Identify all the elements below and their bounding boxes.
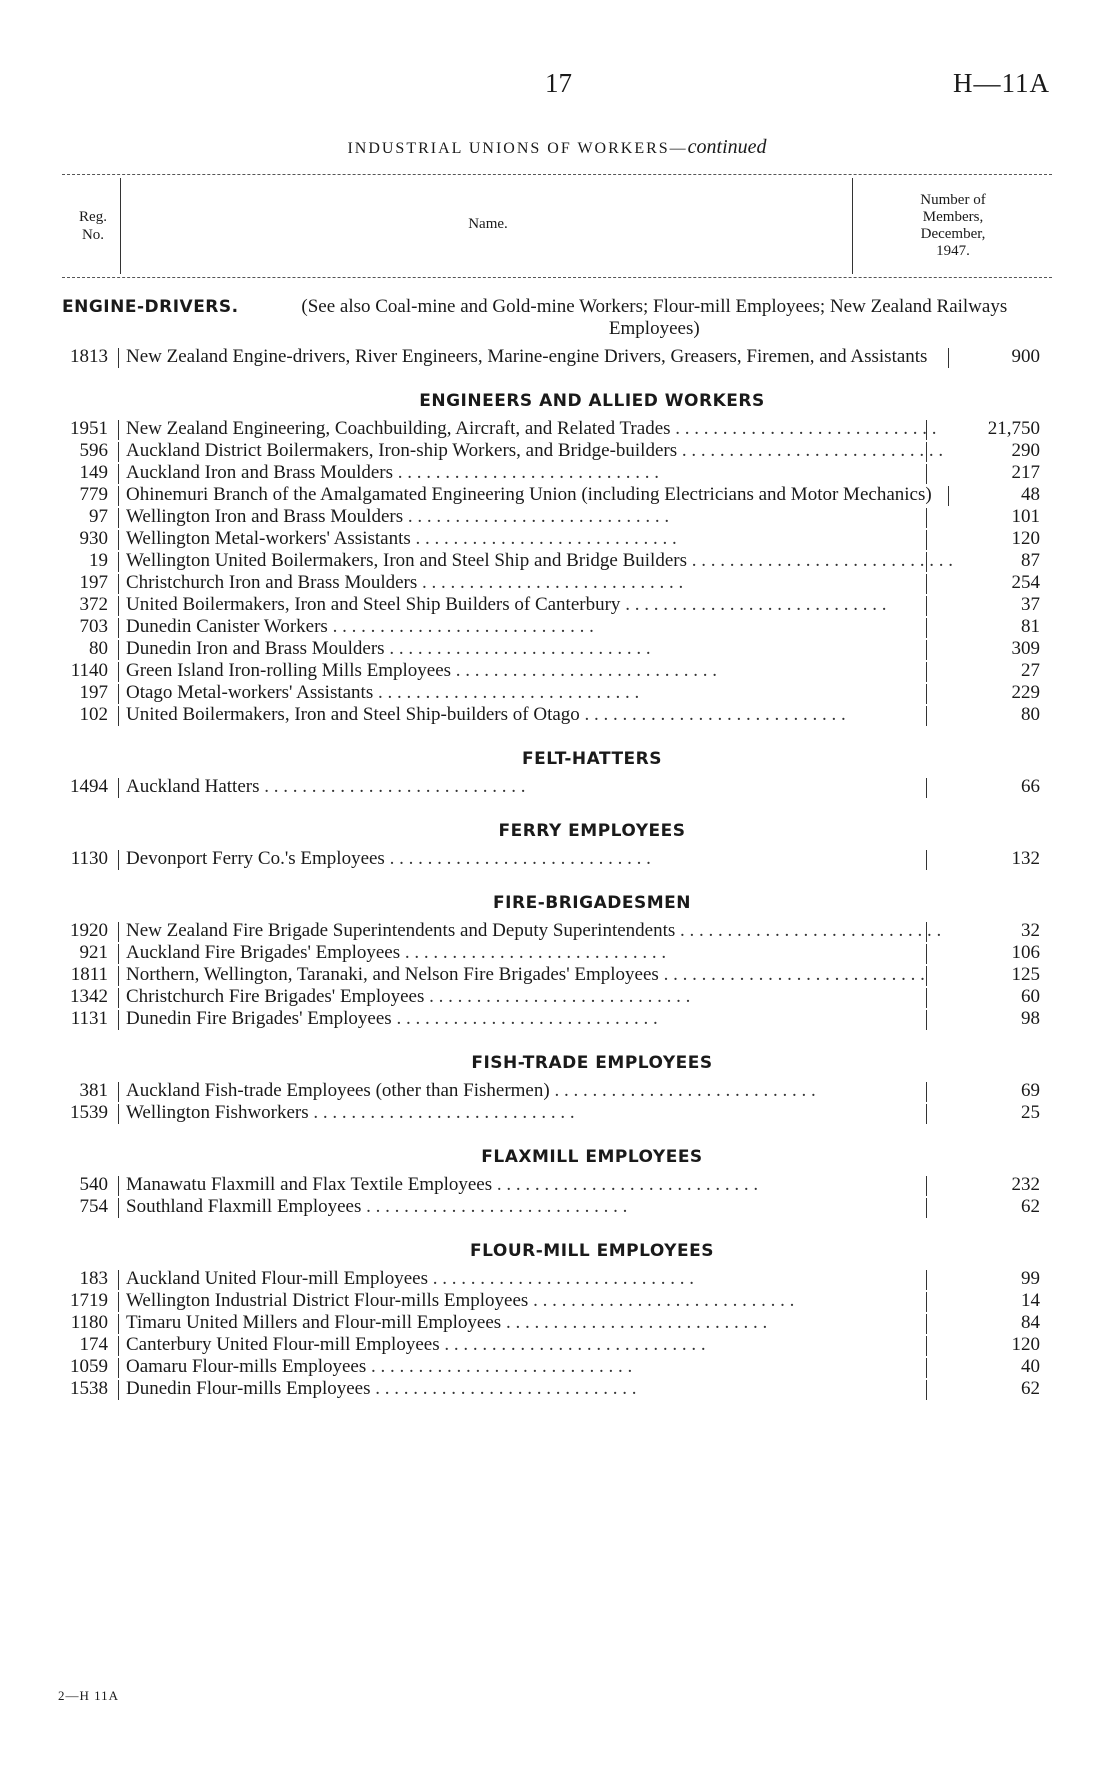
table-row [62, 440, 1052, 462]
section-title: FIRE-BRIGADESMEN [493, 893, 691, 913]
union-name-text: New Zealand Engineering, Coachbuilding, Aircraft, and Related Trades [126, 418, 671, 439]
dot-leader: . . . . . . . . . . . . . . . . . . . . . . . . . . . . [417, 572, 684, 593]
dot-leader: . . . . . . . . . . . . . . . . . . . . . . . . . . . . [670, 418, 937, 439]
member-count: 290 [1011, 440, 1040, 461]
column-rule [920, 550, 934, 572]
union-name-text: Auckland Iron and Brass Moulders [126, 462, 394, 483]
union-name [126, 660, 920, 682]
reg-number: 1342 [70, 986, 108, 1007]
column-rule [920, 942, 934, 964]
union-name [126, 964, 925, 986]
column-rule [920, 616, 934, 638]
table-row [62, 638, 1052, 660]
member-count: 254 [1011, 572, 1040, 593]
reg-number: 80 [89, 638, 108, 659]
table-row [62, 986, 1052, 1008]
reg-number: 183 [79, 1268, 108, 1289]
column-rule [920, 594, 934, 616]
column-rule [942, 346, 956, 368]
reg-number: 372 [79, 594, 108, 615]
table-row [62, 1102, 1052, 1124]
reg-header-line: Reg. [79, 209, 107, 225]
union-name [126, 1378, 920, 1400]
dot-leader: . . . . . . . . . . . . . . . . . . . . . . . . . . . . [528, 1290, 795, 1311]
table-row [62, 1334, 1052, 1356]
union-name [126, 682, 920, 704]
union-name-text: Northern, Wellington, Taranaki, and Nelson Fire Brigades' Employees [126, 964, 659, 985]
reg-number: 19 [89, 550, 108, 571]
union-name-text: Wellington Fishworkers [126, 1102, 309, 1123]
union-name-text: Ohinemuri Branch of the Amalgamated Engineering Union (including Electricians and Motor Mechanics) [126, 484, 932, 505]
union-name-text: Manawatu Flaxmill and Flax Textile Employees [126, 1174, 493, 1195]
dot-leader: . . . . . . . . . . . . . . . . . . . . . . . . . . . . [686, 550, 953, 571]
reg-number: 197 [79, 572, 108, 593]
column-rule [108, 462, 126, 484]
reg-number: 149 [79, 462, 108, 483]
union-name-text: Otago Metal-workers' Assistants [126, 682, 374, 703]
running-title [0, 136, 1114, 159]
dot-leader: . . . . . . . . . . . . . . . . . . . . . . . . . . . . [439, 1334, 706, 1355]
union-name [126, 462, 920, 484]
table-row [62, 1008, 1052, 1030]
union-name [126, 1102, 920, 1124]
column-rule [920, 1102, 934, 1124]
column-rule [920, 776, 934, 798]
table-row [62, 572, 1052, 594]
column-rule [108, 440, 126, 462]
union-name-text: Auckland District Boilermakers, Iron-ship Workers, and Bridge-builders [126, 440, 678, 461]
union-name [126, 776, 920, 798]
union-name [126, 1356, 920, 1378]
reg-number: 540 [79, 1174, 108, 1195]
dot-leader: . . . . . . . . . . . . . . . . . . . . . . . . . . . . [549, 1080, 816, 1101]
section-6 [62, 1146, 1052, 1218]
table-row [62, 682, 1052, 704]
reg-number: 197 [79, 682, 108, 703]
member-count: 309 [1011, 638, 1040, 659]
header-rule-bottom [62, 277, 1052, 278]
table-row [62, 1378, 1052, 1400]
union-name-text: Auckland United Flour-mill Employees [126, 1268, 428, 1289]
reg-number: 1180 [70, 1312, 108, 1333]
reg-number: 1811 [70, 964, 108, 985]
table-row [62, 506, 1052, 528]
union-name-text: Dunedin Flour-mills Employees [126, 1378, 371, 1399]
union-name-text: Timaru United Millers and Flour-mill Employees [126, 1312, 502, 1333]
column-rule [108, 848, 126, 870]
member-count: 125 [1011, 964, 1040, 985]
union-name-text: Christchurch Fire Brigades' Employees [126, 986, 425, 1007]
column-rule [108, 1174, 126, 1196]
union-name-text: Wellington Metal-workers' Assistants [126, 528, 411, 549]
column-rule [108, 528, 126, 550]
column-rule [108, 1356, 126, 1378]
reg-number: 1538 [70, 1378, 108, 1399]
reg-number: 754 [79, 1196, 108, 1217]
section-title: FLAXMILL EMPLOYEES [481, 1147, 703, 1167]
member-count: 21,750 [987, 418, 1040, 439]
union-sections [62, 296, 1052, 1422]
column-rule [920, 418, 934, 440]
column-header-reg [62, 208, 124, 244]
column-rule [920, 638, 934, 660]
table-row [62, 776, 1052, 798]
table-row [62, 964, 1052, 986]
dot-leader: . . . . . . . . . . . . . . . . . . . . . . . . . . . . [373, 682, 640, 703]
union-name-text: Devonport Ferry Co.'s Employees [126, 848, 385, 869]
section-4 [62, 892, 1052, 1030]
dot-leader: . . . . . . . . . . . . . . . . . . . . . . . . . . . . [424, 986, 691, 1007]
column-rule [942, 484, 956, 506]
union-name [126, 1196, 920, 1218]
section-heading: ENGINE-DRIVERS. [62, 297, 239, 317]
column-rule [108, 964, 126, 986]
member-count: 84 [1021, 1312, 1040, 1333]
dot-leader: . . . . . . . . . . . . . . . . . . . . . . . . . . . . [327, 616, 594, 637]
column-rule [108, 1312, 126, 1334]
section-title: FISH-TRADE EMPLOYEES [471, 1053, 713, 1073]
column-rule [920, 506, 934, 528]
union-name-text: United Boilermakers, Iron and Steel Ship-builders of Otago [126, 704, 580, 725]
union-name-text: Dunedin Canister Workers [126, 616, 328, 637]
column-header-name: Name. [468, 216, 508, 232]
table-row [62, 1290, 1052, 1312]
reg-number: 1494 [70, 776, 108, 797]
union-name-text: Wellington United Boilermakers, Iron and Steel Ship and Bridge Builders [126, 550, 687, 571]
union-name-text: Wellington Industrial District Flour-mills Employees [126, 1290, 529, 1311]
union-name-text: United Boilermakers, Iron and Steel Ship Builders of Canterbury [126, 594, 621, 615]
column-rule [108, 704, 126, 726]
column-rule [920, 682, 934, 704]
member-count: 60 [1021, 986, 1040, 1007]
union-name-text: New Zealand Fire Brigade Superintendents and Deputy Superintendents [126, 920, 676, 941]
reg-number: 1539 [70, 1102, 108, 1123]
dot-leader: . . . . . . . . . . . . . . . . . . . . . . . . . . . . [492, 1174, 759, 1195]
members-header-line: 1947. [936, 243, 970, 259]
member-count: 80 [1021, 704, 1040, 725]
table-row [62, 920, 1052, 942]
reg-number: 1951 [70, 418, 108, 439]
union-name [126, 942, 920, 964]
members-header-line: Number of [920, 192, 986, 208]
page-header [0, 68, 1114, 102]
table-row [62, 942, 1052, 964]
member-count: 99 [1021, 1268, 1040, 1289]
column-rule [920, 848, 934, 870]
member-count: 37 [1021, 594, 1040, 615]
table-row [62, 616, 1052, 638]
member-count: 98 [1021, 1008, 1040, 1029]
member-count: 25 [1021, 1102, 1040, 1123]
union-name-text: Auckland Fire Brigades' Employees [126, 942, 401, 963]
dot-leader: . . . . . . . . . . . . . . . . . . . . . . . . . . . . [384, 638, 651, 659]
union-name [126, 550, 953, 572]
column-rule [920, 1334, 934, 1356]
member-count: 81 [1021, 616, 1040, 637]
member-count: 232 [1011, 1174, 1040, 1195]
reg-number: 102 [79, 704, 108, 725]
dot-leader: . . . . . . . . . . . . . . . . . . . . . . . . . . . . [620, 594, 887, 615]
member-count: 217 [1011, 462, 1040, 483]
running-title-continued: continued [687, 136, 767, 158]
dot-leader: . . . . . . . . . . . . . . . . . . . . . . . . . . . . [677, 440, 944, 461]
union-name [126, 1290, 920, 1312]
column-rule [920, 1008, 934, 1030]
union-name-text: Dunedin Fire Brigades' Employees [126, 1008, 392, 1029]
column-rule [920, 1312, 934, 1334]
member-count: 40 [1021, 1356, 1040, 1377]
running-title-text: INDUSTRIAL UNIONS OF WORKERS— [347, 140, 688, 157]
header-divider-num [852, 178, 853, 274]
column-rule [920, 1196, 934, 1218]
column-rule [108, 616, 126, 638]
column-rule [920, 920, 934, 942]
column-rule [108, 1080, 126, 1102]
column-rule [108, 986, 126, 1008]
table-row [62, 1174, 1052, 1196]
section-3 [62, 820, 1052, 870]
table-row [62, 660, 1052, 682]
column-rule [108, 660, 126, 682]
union-name [126, 528, 920, 550]
table-row [62, 346, 1052, 368]
section-5 [62, 1052, 1052, 1124]
union-name [126, 1268, 920, 1290]
column-header-members [854, 192, 1052, 260]
union-name [126, 1174, 920, 1196]
section-title: FERRY EMPLOYEES [498, 821, 686, 841]
union-name [126, 594, 920, 616]
section-title: FLOUR-MILL EMPLOYEES [470, 1241, 714, 1261]
union-name [126, 1334, 920, 1356]
column-rule [108, 346, 126, 368]
dot-leader: . . . . . . . . . . . . . . . . . . . . . . . . . . . . [259, 776, 526, 797]
column-rule [920, 660, 934, 682]
table-row [62, 594, 1052, 616]
member-count: 27 [1021, 660, 1040, 681]
dot-leader: . . . . . . . . . . . . . . . . . . . . . . . . . . . . [451, 660, 718, 681]
table-row [62, 484, 1052, 506]
union-name-text: Southland Flaxmill Employees [126, 1196, 362, 1217]
union-name [126, 346, 942, 368]
column-rule [920, 440, 934, 462]
union-name [126, 572, 920, 594]
dot-leader: . . . . . . . . . . . . . . . . . . . . . . . . . . . . [384, 848, 651, 869]
column-rule [108, 1378, 126, 1400]
header-rule-top [62, 174, 1052, 175]
reg-header-line: No. [81, 227, 105, 243]
section-7 [62, 1240, 1052, 1400]
reg-number: 174 [79, 1334, 108, 1355]
reg-number: 921 [79, 942, 108, 963]
column-rule [108, 920, 126, 942]
column-rule [108, 638, 126, 660]
column-rule [108, 594, 126, 616]
member-count: 69 [1021, 1080, 1040, 1101]
column-rule [108, 572, 126, 594]
column-rule [108, 484, 126, 506]
reg-number: 596 [79, 440, 108, 461]
union-name-text: Dunedin Iron and Brass Moulders [126, 638, 385, 659]
member-count: 106 [1011, 942, 1040, 963]
union-name [126, 920, 942, 942]
member-count: 229 [1011, 682, 1040, 703]
page-number: 17 [545, 68, 572, 98]
union-name-text: New Zealand Engine-drivers, River Engineers, Marine-engine Drivers, Greasers, Firemen, and Assistants [126, 346, 928, 367]
union-name-text: Green Island Iron-rolling Mills Employees [126, 660, 452, 681]
dot-leader: . . . . . . . . . . . . . . . . . . . . . . . . . . . . [675, 920, 942, 941]
table-row [62, 462, 1052, 484]
reg-number: 930 [79, 528, 108, 549]
union-name [126, 440, 944, 462]
column-rule [920, 1378, 934, 1400]
reg-number: 1140 [70, 660, 108, 681]
table-row [62, 848, 1052, 870]
column-rule [108, 506, 126, 528]
member-count: 120 [1011, 528, 1040, 549]
member-count: 900 [1011, 346, 1040, 367]
dot-leader: . . . . . . . . . . . . . . . . . . . . . . . . . . . . [400, 942, 667, 963]
dot-leader: . . . . . . . . . . . . . . . . . . . . . . . . . . . . [308, 1102, 575, 1123]
column-rule [920, 1356, 934, 1378]
union-name [126, 1008, 920, 1030]
column-rule [108, 1290, 126, 1312]
union-name [126, 616, 920, 638]
reg-number: 97 [89, 506, 108, 527]
dot-leader: . . . . . . . . . . . . . . . . . . . . . . . . . . . . [393, 462, 660, 483]
dot-leader: . . . . . . . . . . . . . . . . . . . . . . . . . . . . [501, 1312, 768, 1333]
union-name-text: Auckland Fish-trade Employees (other than Fishermen) [126, 1080, 550, 1101]
column-rule [920, 1080, 934, 1102]
reg-number: 1131 [70, 1008, 108, 1029]
column-rule [108, 942, 126, 964]
table-row [62, 704, 1052, 726]
column-rule [108, 418, 126, 440]
column-rule [108, 1102, 126, 1124]
union-name-text: Oamaru Flour-mills Employees [126, 1356, 367, 1377]
union-name [126, 1312, 920, 1334]
member-count: 66 [1021, 776, 1040, 797]
reg-number: 1130 [70, 848, 108, 869]
table-row [62, 528, 1052, 550]
column-rule [920, 1174, 934, 1196]
column-rule [920, 528, 934, 550]
dot-leader: . . . . . . . . . . . . . . . . . . . . . . . . . . . . [410, 528, 677, 549]
union-name-text: Christchurch Iron and Brass Moulders [126, 572, 418, 593]
union-name [126, 638, 920, 660]
table-row [62, 1080, 1052, 1102]
dot-leader: . . . . . . . . . . . . . . . . . . . . . . . . . . . . [370, 1378, 637, 1399]
column-rule [920, 572, 934, 594]
dot-leader: . . . . . . . . . . . . . . . . . . . . . . . . . . . . [361, 1196, 628, 1217]
reg-number: 1059 [70, 1356, 108, 1377]
dot-leader: . . . . . . . . . . . . . . . . . . . . . . . . . . . . [403, 506, 670, 527]
member-count: 48 [1021, 484, 1040, 505]
column-rule [920, 704, 934, 726]
union-name-text: Canterbury United Flour-mill Employees [126, 1334, 440, 1355]
table-row [62, 418, 1052, 440]
document-code: H—11A [953, 68, 1050, 98]
dot-leader: . . . . . . . . . . . . . . . . . . . . . . . . . . . . [428, 1268, 694, 1289]
section-note: (See also Coal-mine and Gold-mine Workers; Flour-mill Employees; New Zealand Railways Employees) [301, 296, 1008, 339]
member-count: 14 [1021, 1290, 1040, 1311]
table-row [62, 1312, 1052, 1334]
union-name [126, 848, 920, 870]
column-rule [108, 682, 126, 704]
union-name [126, 986, 920, 1008]
union-name [126, 506, 920, 528]
union-name [126, 484, 942, 506]
table-row [62, 1268, 1052, 1290]
union-name [126, 418, 937, 440]
column-headers [62, 174, 1052, 278]
member-count: 87 [1021, 550, 1040, 571]
member-count: 32 [1021, 920, 1040, 941]
table-row [62, 550, 1052, 572]
members-header-line: Members, [922, 209, 984, 225]
member-count: 132 [1011, 848, 1040, 869]
column-rule [108, 1334, 126, 1356]
column-rule [920, 1290, 934, 1312]
column-rule [108, 550, 126, 572]
section-title: ENGINEERS AND ALLIED WORKERS [419, 391, 765, 411]
section-2 [62, 748, 1052, 798]
dot-leader: . . . . . . . . . . . . . . . . . . . . . . . . . . . . [391, 1008, 658, 1029]
reg-number: 779 [79, 484, 108, 505]
member-count: 120 [1011, 1334, 1040, 1355]
dot-leader: . . . . . . . . . . . . . . . . . . . . . . . . . . . . [579, 704, 846, 725]
member-count: 62 [1021, 1378, 1040, 1399]
column-rule [920, 964, 934, 986]
column-rule [108, 776, 126, 798]
union-name-text: Wellington Iron and Brass Moulders [126, 506, 404, 527]
reg-number: 703 [79, 616, 108, 637]
column-rule [108, 1008, 126, 1030]
table-row [62, 1196, 1052, 1218]
dot-leader: . . . . . . . . . . . . . . . . . . . . . . . . . . . . [658, 964, 925, 985]
union-name-text: Auckland Hatters [126, 776, 260, 797]
column-rule [920, 462, 934, 484]
reg-number: 1920 [70, 920, 108, 941]
section-0 [62, 296, 1052, 368]
member-count: 101 [1011, 506, 1040, 527]
page-footer: 2—H 11A [58, 1688, 120, 1703]
column-rule [920, 1268, 934, 1290]
column-rule [108, 1196, 126, 1218]
member-count: 62 [1021, 1196, 1040, 1217]
reg-number: 381 [79, 1080, 108, 1101]
union-name [126, 1080, 920, 1102]
section-title [62, 296, 1052, 340]
reg-number: 1719 [70, 1290, 108, 1311]
table-row [62, 1356, 1052, 1378]
reg-number: 1813 [70, 346, 108, 367]
column-rule [108, 1268, 126, 1290]
section-title: FELT-HATTERS [522, 749, 662, 769]
dot-leader: . . . . . . . . . . . . . . . . . . . . . . . . . . . . [366, 1356, 633, 1377]
union-name [126, 704, 920, 726]
section-1 [62, 390, 1052, 726]
column-rule [920, 986, 934, 1008]
members-header-line: December, [920, 226, 986, 242]
